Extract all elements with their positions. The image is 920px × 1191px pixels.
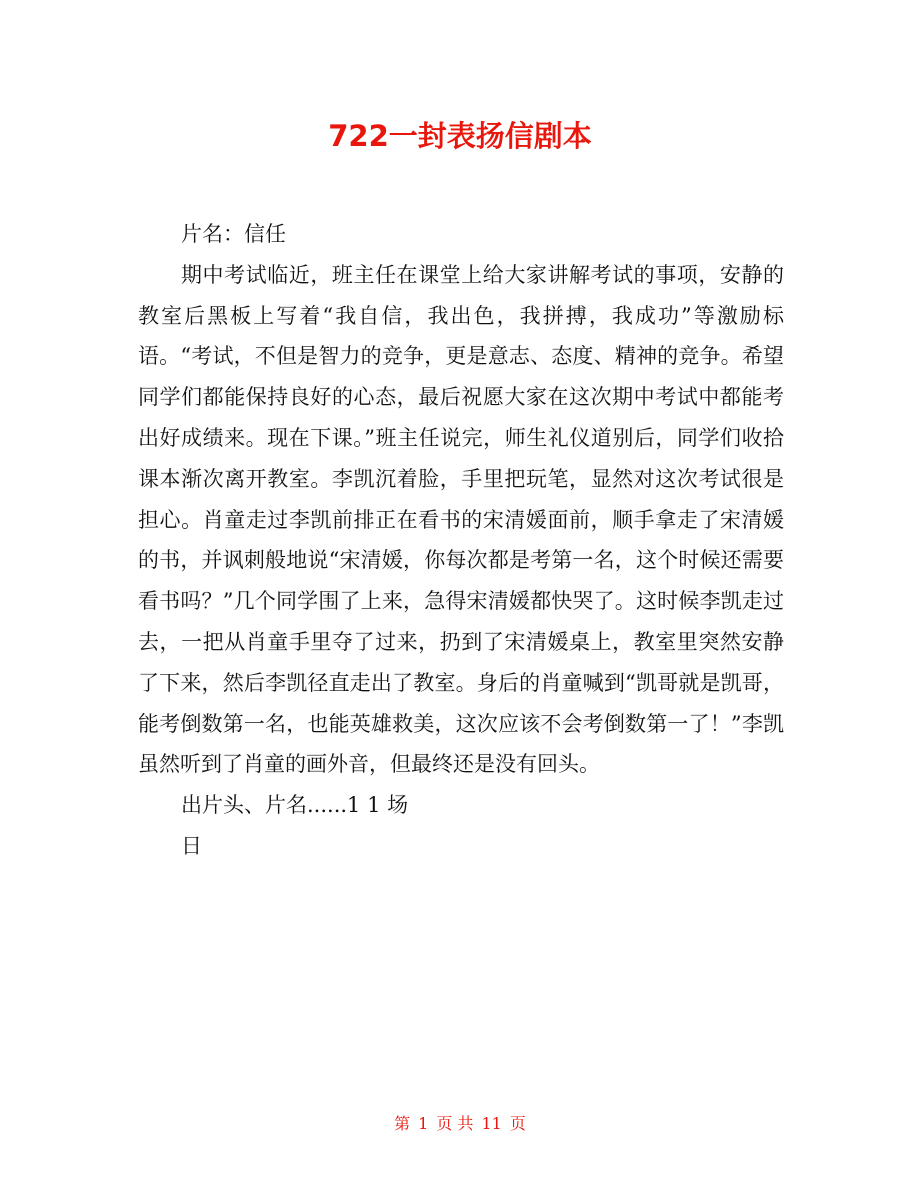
footer-page-number: 1 xyxy=(418,1114,429,1133)
footer-suffix: 页 xyxy=(509,1114,526,1133)
paragraph-time: 日 xyxy=(181,833,202,858)
document-title: 722一封表扬信剧本 xyxy=(328,119,592,153)
paragraph-scene-heading: 出片头、片名......1 1 场 xyxy=(181,793,409,818)
paragraph-story: 期中考试临近，班主任在课堂上给大家讲解考试的事项，安静的教室后黑板上写着“我自信，我出色，我拼搏，我成功”等激励标语。“考试，不但是智力的竞争，更是意志、态度、精神的竞争。希望同学们都能保持良好的心态，最后祝愿大家在这次期中考试中都能考出好成绩来。现在下课。”班主任说完，师生礼仪道别后，同学们收拾课本渐次离开教室。李凯沉着脸，手里把玩笔，显然对这次考试很是担心。肖童走过李凯前排正在看书的宋清媛面前，顺手拿走了宋清媛的书，并讽刺般地说“宋清媛，你每次都是考第一名，这个时候还需要看书吗？”几个同学围了上来，急得宋清媛都快哭了。这时候李凯走过去，一把从肖童手里夺了过来，扔到了宋清媛桌上，教室里突然安静了下来，然后李凯径直走出了教室。身后的肖童喊到“凯哥就是凯哥，能考倒数第一名，也能英雄救美，这次应该不会考倒数第一了！”李凯虽然听到了肖童的画外音，但最终还是没有回头。 xyxy=(138,262,784,777)
footer-prefix: 第 xyxy=(394,1114,411,1133)
footer-total-pages: 11 xyxy=(481,1114,502,1133)
paragraph-film-name: 片名：信任 xyxy=(181,222,286,246)
page-footer xyxy=(0,1112,920,1136)
footer-middle: 页 共 xyxy=(436,1114,474,1133)
document-body xyxy=(138,214,784,867)
